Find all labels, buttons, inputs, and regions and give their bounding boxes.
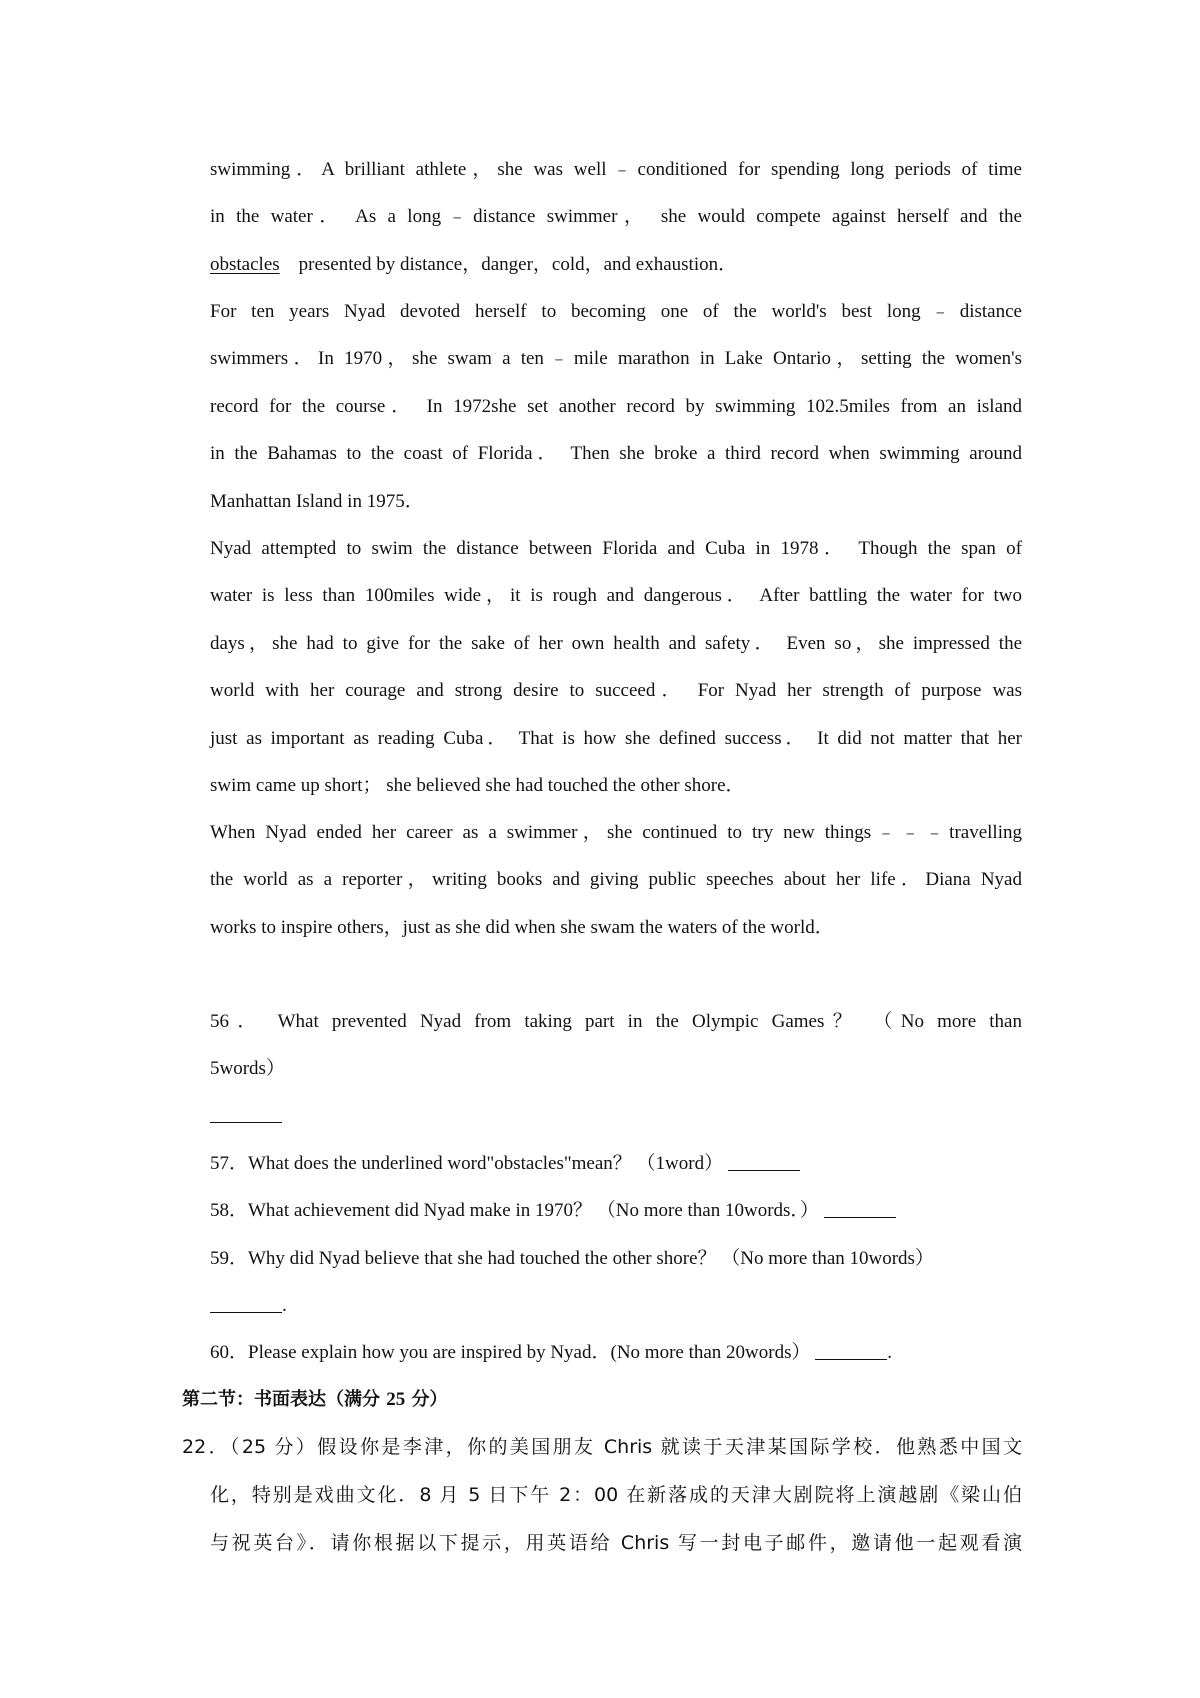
passage-line: days，she had to give for the sake of her own health and safety． Even so，she impressed the bbox=[210, 632, 1022, 654]
answer-blank-56[interactable] bbox=[210, 1102, 282, 1123]
question-22-line-1: 22．（25 分）假设你是李津，你的美国朋友 Chris 就读于天津某国际学校．他熟悉中国文 bbox=[182, 1436, 1022, 1458]
passage-line: When Nyad ended her career as a swimmer，she continued to try new things﹣﹣﹣travelling bbox=[210, 822, 1022, 843]
passage-line: the world as a reporter，writing books and giving public speeches about her life．Diana Nyad bbox=[210, 869, 1022, 891]
section-heading-score: 25 bbox=[386, 1389, 406, 1410]
question-60-row bbox=[210, 1329, 1030, 1376]
question-22-line-2: 化，特别是戏曲文化．8 月 5 日下午 2：00 在新落成的天津大剧院将上演越剧《梁山伯 bbox=[210, 1484, 1022, 1506]
passage-line: record for the course． In 1972she set another record by swimming 102.5miles from an island bbox=[210, 395, 1022, 417]
answer-blank-60[interactable] bbox=[815, 1339, 887, 1360]
question-57: 57．What does the underlined word"obstacles"mean？ （1word） bbox=[210, 1153, 724, 1174]
passage-paragraph-3 bbox=[210, 525, 1022, 809]
question-57-row bbox=[210, 1140, 1030, 1187]
answer-blank-57[interactable] bbox=[728, 1150, 800, 1171]
passage-line: works to inspire others，just as she did when she swam the waters of the world． bbox=[210, 916, 834, 938]
section-heading bbox=[182, 1376, 448, 1423]
passage-line: swim came up short； she believed she had touched the other shore． bbox=[210, 774, 745, 796]
question-58: 58．What achievement did Nyad make in 1970？ （No more than 10words．） bbox=[210, 1200, 819, 1221]
passage-line: Manhattan Island in 1975． bbox=[210, 490, 424, 512]
passage-line: For ten years Nyad devoted herself to becoming one of the world's best long﹣distance bbox=[210, 301, 1022, 322]
passage-paragraph-2 bbox=[210, 288, 1022, 525]
question-56: 56． What prevented Nyad from taking part in the Olympic Games？ （No more than bbox=[210, 1011, 1022, 1032]
question-59: 59．Why did Nyad believe that she had touched the other shore？ （No more than 10words） bbox=[210, 1248, 934, 1269]
question-56-continued: 5words） bbox=[210, 1058, 285, 1079]
answer-blank-59-row bbox=[210, 1282, 1030, 1329]
passage-paragraph-1 bbox=[210, 146, 1022, 288]
section-heading-text: 分） bbox=[405, 1389, 448, 1410]
question-60: 60．Please explain how you are inspired by Nyad．(No more than 20words） bbox=[210, 1342, 811, 1363]
passage-line: swimmers．In 1970，she swam a ten﹣mile marathon in Lake Ontario，setting the women's bbox=[210, 348, 1022, 370]
answer-blank-59[interactable] bbox=[210, 1292, 282, 1313]
passage-line: world with her courage and strong desire to succeed． For Nyad her strength of purpose was bbox=[210, 680, 1022, 702]
period: . bbox=[887, 1342, 892, 1363]
section-heading-text: 第二节：书面表达（满分 bbox=[182, 1389, 387, 1410]
passage-line: in the water． As a long﹣distance swimmer， she would compete against herself and the bbox=[210, 206, 1022, 228]
underlined-word-obstacles: obstacles bbox=[210, 253, 280, 275]
period: . bbox=[282, 1295, 287, 1316]
answer-blank-58[interactable] bbox=[824, 1197, 896, 1218]
passage-line: Nyad attempted to swim the distance between Florida and Cuba in 1978． Though the span of bbox=[210, 538, 1022, 559]
passage-line-text: presented by distance，danger，cold，and exhaustion． bbox=[298, 253, 738, 275]
passage-line: just as important as reading Cuba． That is how she defined success． It did not matter that her bbox=[210, 727, 1022, 749]
answer-blank-56-row bbox=[210, 1092, 1030, 1139]
passage-line: water is less than 100miles wide，it is rough and dangerous． After battling the water for two bbox=[210, 585, 1022, 607]
question-58-row bbox=[210, 1187, 1030, 1234]
passage-line: in the Bahamas to the coast of Florida． Then she broke a third record when swimming around bbox=[210, 443, 1022, 465]
passage-line: swimming．A brilliant athlete，she was well﹣conditioned for spending long periods of time bbox=[210, 159, 1022, 180]
question-22-line-3: 与祝英台》．请你根据以下提示，用英语给 Chris 写一封电子邮件，邀请他一起观看演 bbox=[210, 1532, 1022, 1554]
passage-paragraph-4 bbox=[210, 809, 1022, 951]
passage-line bbox=[210, 241, 1022, 288]
